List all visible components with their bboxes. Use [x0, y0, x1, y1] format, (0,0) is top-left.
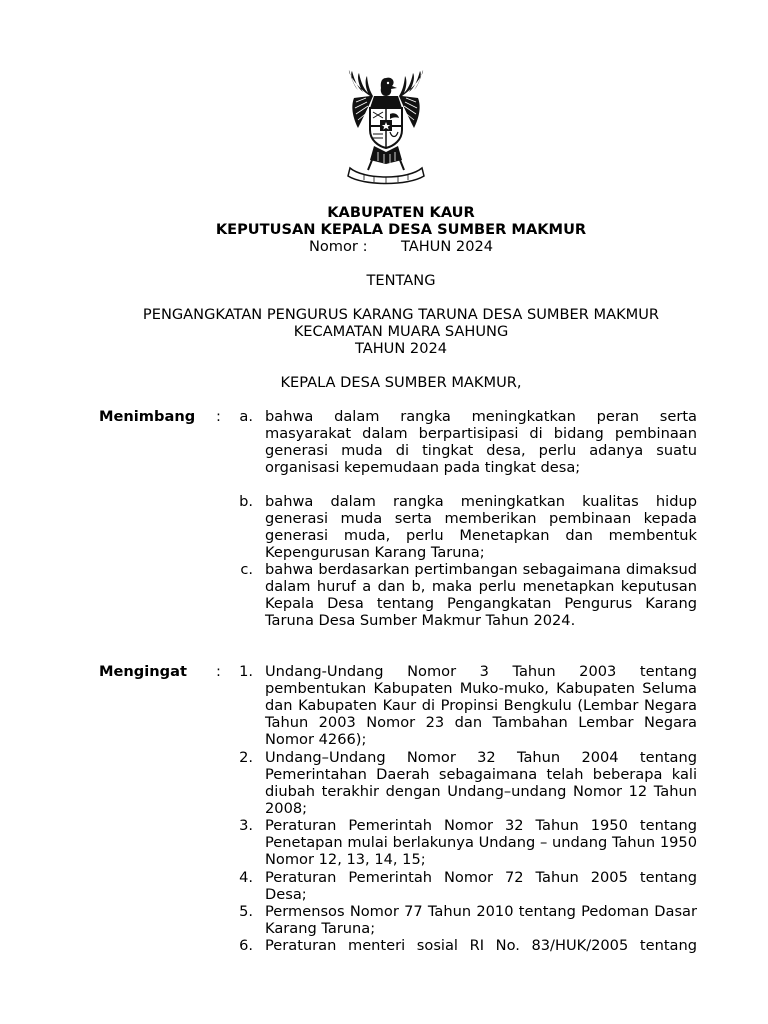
- menimbang-label: Menimbang: [99, 408, 196, 425]
- mengingat-item-3: Peraturan Pemerintah Nomor 32 Tahun 1950 tentang Penetapan mulai berlakunya Undang – undang Tahun 1950 Nomor 12, 13, 14, 15;: [265, 817, 697, 868]
- mengingat-marker-3: 3.: [239, 817, 253, 834]
- mengingat-item-6: Peraturan menteri sosial RI No. 83/HUK/2005 tentang: [265, 937, 697, 954]
- menimbang-marker-b: b.: [239, 493, 253, 510]
- mengingat-label: Mengingat: [99, 663, 187, 680]
- menimbang-colon: :: [216, 408, 221, 425]
- mengingat-marker-5: 5.: [239, 903, 253, 920]
- menimbang-marker-a: a.: [239, 408, 253, 425]
- mengingat-marker-2: 2.: [239, 749, 253, 766]
- decree-number: [0, 238, 768, 255]
- garuda-emblem-icon: [340, 68, 432, 186]
- menimbang-item-c: bahwa berdasarkan pertimbangan sebagaimana dimaksud dalam huruf a dan b, maka perlu menetapkan keputusan Kepala Desa tentang Pengangkatan Pengurus Karang Taruna Desa Sumber Makmur Tahun 2024.: [265, 561, 697, 629]
- subject-line-3: TAHUN 2024: [354, 340, 448, 357]
- mengingat-item-4: Peraturan Pemerintah Nomor 72 Tahun 2005 tentang Desa;: [265, 869, 697, 903]
- mengingat-item-2: Undang–Undang Nomor 32 Tahun 2004 tentang Pemerintahan Daerah sebagaimana telah beberapa kali diubah terakhir dengan Undang–undang Nomor 12 Tahun 2008;: [265, 749, 697, 817]
- mengingat-item-1: Undang-Undang Nomor 3 Tahun 2003 tentang pembentukan Kabupaten Muko-muko, Kabupaten Seluma dan Kabupaten Kaur di Propinsi Bengkulu (Lembar Negara Tahun 2003 Nomor 23 dan Tambahan Lembar Negara Nomor 4266);: [265, 663, 697, 748]
- mengingat-marker-4: 4.: [239, 869, 253, 886]
- mengingat-marker-6: 6.: [239, 937, 253, 954]
- mengingat-colon: :: [216, 663, 221, 680]
- regency-title: KABUPATEN KAUR: [327, 204, 475, 221]
- decree-title: KEPUTUSAN KEPALA DESA SUMBER MAKMUR: [215, 221, 587, 238]
- subject-line-2: KECAMATAN MUARA SAHUNG: [293, 323, 509, 340]
- tentang-heading: TENTANG: [366, 272, 436, 289]
- menimbang-marker-c: c.: [240, 561, 253, 578]
- mengingat-marker-1: 1.: [239, 663, 253, 680]
- mengingat-item-5: Permensos Nomor 77 Tahun 2010 tentang Pedoman Dasar Karang Taruna;: [265, 903, 697, 937]
- menimbang-item-a: bahwa dalam rangka meningkatkan peran serta masyarakat dalam berpartisipasi di bidang pembinaan generasi muda di tingkat desa, perlu adanya suatu organisasi kepemudaan pada tingkat desa;: [265, 408, 697, 476]
- nomor-label: Nomor :: [308, 238, 368, 255]
- nomor-value: TAHUN 2024: [400, 238, 494, 255]
- official-title: KEPALA DESA SUMBER MAKMUR,: [280, 374, 522, 391]
- menimbang-item-b: bahwa dalam rangka meningkatkan kualitas hidup generasi muda serta memberikan pembinaan kepada generasi muda, perlu Menetapkan dan membentuk Kepengurusan Karang Taruna;: [265, 493, 697, 561]
- subject-line-1: PENGANGKATAN PENGURUS KARANG TARUNA DESA SUMBER MAKMUR: [142, 306, 660, 323]
